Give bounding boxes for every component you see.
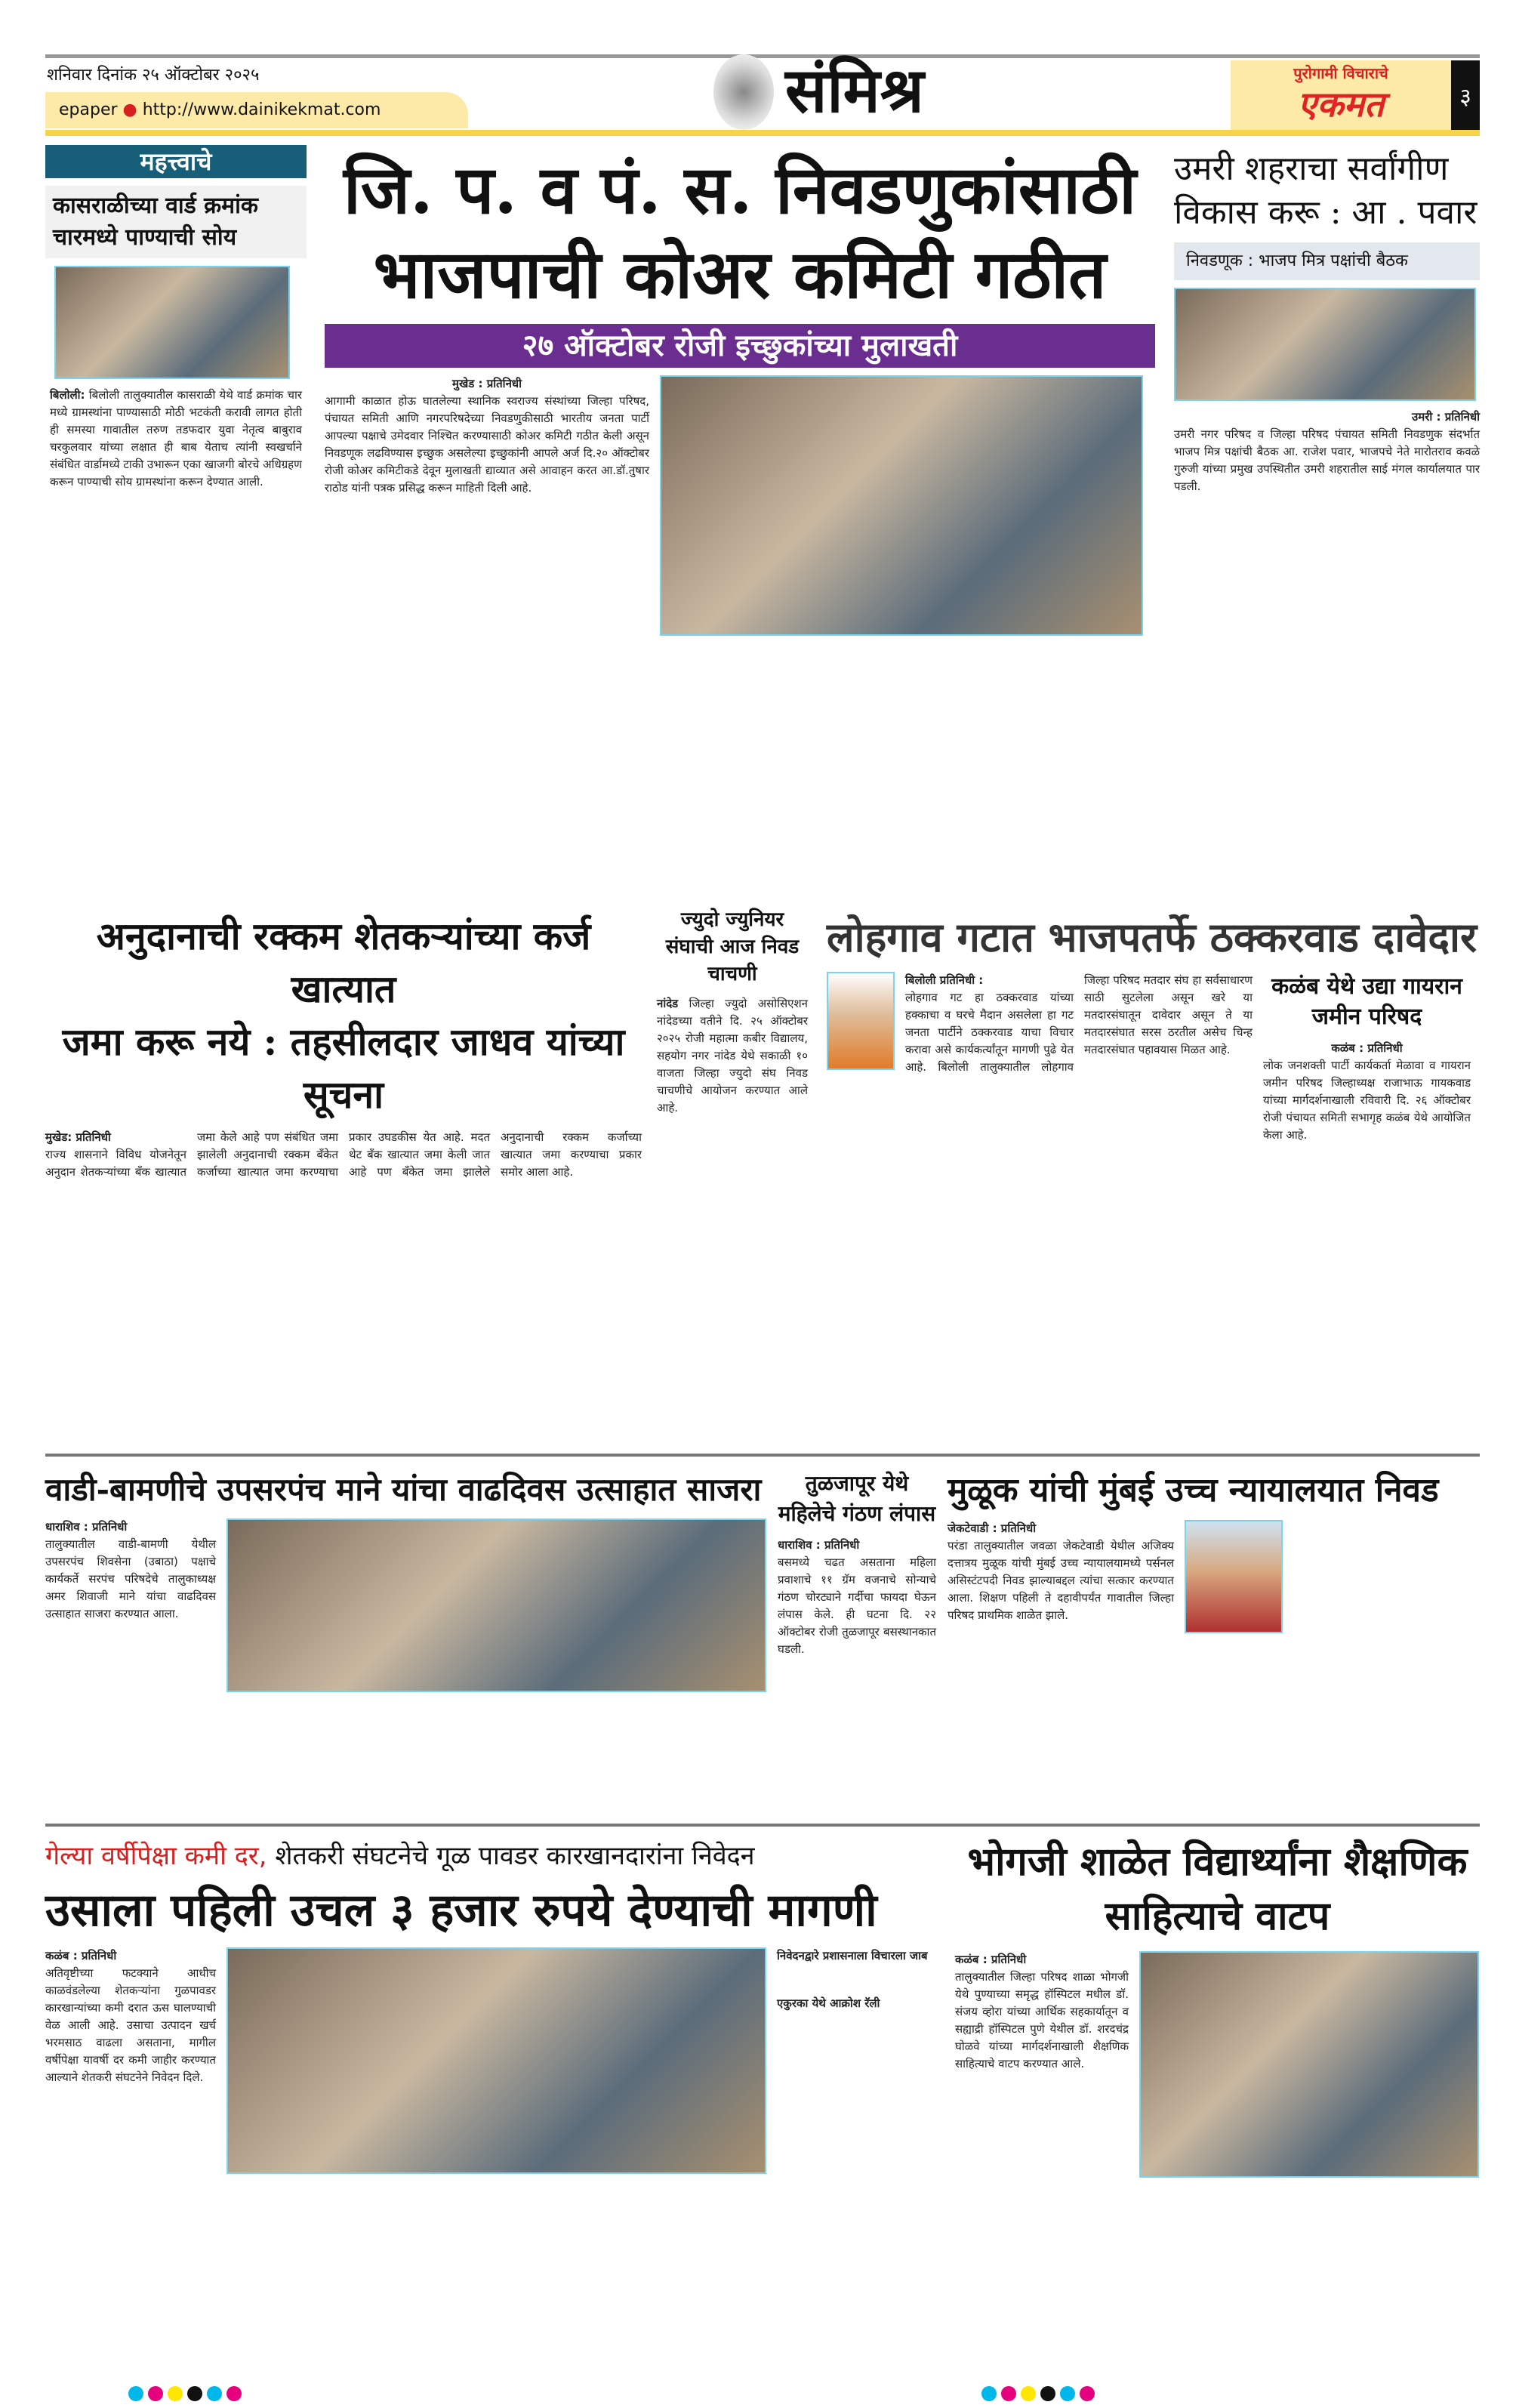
- main-headline-line2: भाजपाची कोअर कमिटी गठीत: [373, 235, 1107, 313]
- usala-kicker: [45, 1839, 940, 1873]
- judo-story: [657, 906, 808, 1117]
- anudan-headline: [45, 910, 642, 1121]
- section-divider: [45, 1454, 1480, 1457]
- main-headline: [317, 147, 1163, 316]
- byline: मुखेड : प्रतिनिधी: [452, 377, 522, 390]
- kicker-text: शेतकरी संघटनेचे गूळ पावडर कारखानदारांना निवेदन: [275, 1841, 755, 1871]
- right-photo: [1174, 288, 1476, 401]
- byline: धाराशिव : प्रतिनिधी: [778, 1538, 860, 1552]
- kalamb-article: [1263, 1040, 1471, 1144]
- wadi-photo: [226, 1518, 766, 1692]
- issue-date: शनिवार दिनांक २५ ऑक्टोबर २०२५: [47, 66, 260, 85]
- top-rule: [45, 54, 1480, 58]
- judo-article: [657, 995, 808, 1117]
- lohgaon-headline: लोहगाव गटात भाजपतर्फे ठक्करवाड दावेदार: [827, 913, 1477, 961]
- left-article: [45, 387, 307, 491]
- masthead-tagline: पुरोगामी विचाराचे: [1293, 64, 1388, 82]
- main-banner: २७ ऑक्टोबर रोजी इच्छुकांच्या मुलाखती: [325, 324, 1155, 368]
- lohgaon-article: [905, 972, 1253, 1076]
- anudan-story: [45, 910, 642, 1181]
- wadi-headline: वाडी-बामणीचे उपसरपंच माने यांचा वाढदिवस उत्साहात साजरा: [45, 1471, 762, 1508]
- article-text: अतिवृष्टीच्या फटक्याने आधीच काळवंडलेल्या शेतकऱ्यांना गुळपावडर कारखान्यांच्या कमी दरात ऊस घालण्याची वेळ आली आहे. उसाचा उत्पादन खर्च भरमसाठ वाढला असताना, मागील वर्षीपेक्षा यावर्षी दर कमी जाहीर करण्यात आल्याने शेतकरी संघटनेने निवेदन दिले.: [45, 1966, 216, 2084]
- article-text: परंडा तालुक्यातील जवळा जेकटेवाडी येथील अजिक्य दत्तात्रय मुळूक यांची मुंबई उच्च न्यायालयामध्ये पर्सनल असिस्टंटपदी निवड झाल्याबद्दल त्यांचा सत्कार करण्यात आला. शिक्षण पहिली ते दहावीपर्यंत गावातील जिल्हा परिषद प्राथमिक शाळेत झाले.: [948, 1539, 1174, 1622]
- usala-sidebar: [777, 1947, 928, 2012]
- location-pin-icon: ●: [122, 100, 137, 119]
- article-text: तालुक्यातील वाडी-बामणी येथील उपसरपंच शिवसेना (उबाठा) पक्षाचे कार्यकर्ते सरपंच परिषदेचे तालुकाध्यक्ष अमर शिवाजी माने यांचा वाढदिवस उत्साहात साजरा करण्यात आला.: [45, 1537, 216, 1620]
- tuljapur-headline: तुळजापूर येथे महिलेचे गंठण लंपास: [778, 1471, 936, 1526]
- right-column: [1174, 147, 1480, 495]
- byline: बिलोली प्रतिनिधी :: [905, 973, 984, 987]
- mulak-article: [948, 1520, 1174, 1624]
- byline: जेकटेवाडी : प्रतिनिधी: [948, 1522, 1037, 1535]
- left-column: [45, 145, 307, 491]
- byline: नांदेड: [657, 997, 679, 1010]
- usala-photo: [226, 1947, 766, 2174]
- epaper-label: epaper: [59, 100, 118, 119]
- bhogaji-story: [955, 1835, 1480, 2178]
- kalamb-story: [1263, 972, 1471, 1144]
- portrait-photo: [827, 972, 895, 1070]
- registration-dots-right: [981, 2386, 1095, 2401]
- mulak-story: [948, 1469, 1480, 1633]
- judo-headline: ज्युदो ज्युनियर संघाची आज निवड चाचणी: [665, 908, 800, 985]
- usala-article: [45, 1947, 216, 2086]
- mulak-headline: मुळूक यांची मुंबई उच्च न्यायालयात निवड: [948, 1471, 1439, 1509]
- sub-label-2: एकुरका येथे आक्रोश रॅली: [777, 1996, 880, 2010]
- usala-story: [45, 1839, 940, 2174]
- article-text: तालुक्यातील जिल्हा परिषद शाळा भोगजी येथे पुण्याच्या समृद्ध हॉस्पिटल मधील डॉ. संजय व्होरा यांच्या आर्थिक सहकार्यातून व सह्याद्री हॉस्पिटल पुणे येथील डॉ. शरदचंद्र घोळवे यांच्या मार्गदर्शनाखाली शैक्षणिक साहित्याचे वाटप करण्यात आले.: [955, 1970, 1129, 2070]
- lohgaon-story: [827, 910, 1480, 1144]
- wadi-article: [45, 1518, 216, 1623]
- byline: मुखेड: प्रतिनिधी: [45, 1130, 111, 1144]
- byline: कळंब : प्रतिनिधी: [1331, 1041, 1403, 1055]
- wadi-story: [45, 1469, 766, 1692]
- article-text: लोहगाव गट हा ठक्करवाड यांच्या हक्काचा व घरचे मैदान असलेला हा गट जनता पार्टीने ठक्करवाड याचा विचार करावा असे कार्यकर्त्यांतून मागणी पुढे येत आहे. बिलोली तालुक्यातील लोहगाव जिल्हा परिषद मतदार संघ हा सर्वसाधारण साठी सुटलेला असून खरे या मतदारसंघातून दावेदार असून ते या मतदारसंघात सरस ठरतील असेच चिन्ह मतदारसंघात पहावयास मिळत आहे.: [905, 973, 1253, 1074]
- tuljapur-story: [778, 1469, 936, 1658]
- section-label: महत्त्वाचे: [45, 145, 307, 178]
- byline: बिलोली:: [50, 388, 85, 402]
- section-title: संमिश्र: [785, 54, 924, 127]
- article-text: जिल्हा ज्युदो असोसिएशन नांदेडच्या वतीने दि. २५ ऑक्टोबर २०२५ रोजी महात्मा कबीर विद्यालय, सहयोग नगर नांदेड येथे सकाळी १० वाजता जिल्हा ज्युदो संघ निवड चाचणीचे आयोजन करण्यात आले आहे.: [657, 997, 808, 1115]
- main-photo: [660, 375, 1143, 636]
- anudan-article: [45, 1129, 642, 1181]
- epaper-url: http://www.dainikekmat.com: [142, 100, 381, 119]
- article-text: उमरी नगर परिषद व जिल्हा परिषद पंचायत समिती निवडणुक संदर्भात भाजप मित्र पक्षांची बैठक आ. राजेश पवार, भाजपचे नेते मारोतराव कवळे गुरुजी यांच्या प्रमुख उपस्थितीत उमरी शहरातील साई मंगल कार्यालयात पार पडली.: [1174, 427, 1480, 493]
- section-globe-icon: [713, 54, 774, 130]
- bhogaji-article: [955, 1951, 1129, 2073]
- right-article: [1174, 409, 1480, 495]
- main-headline-line1: जि. प. व पं. स. निवडणुकांसाठी: [343, 150, 1137, 229]
- byline: उमरी : प्रतिनिधी: [1412, 410, 1480, 424]
- article-text: लोक जनशक्ती पार्टी कार्यकर्ता मेळावा व गायरान जमीन परिषद जिल्हाध्यक्ष राजाभाऊ गायकवाड यांच्या मार्गदर्शनाखाली रविवारी दि. २६ ऑक्टोबर रोजी पंचायत समिती सभागृह कळंब येथे आयोजित केला आहे.: [1263, 1059, 1471, 1142]
- masthead: [1231, 60, 1451, 130]
- epaper-link[interactable]: [45, 92, 468, 128]
- main-article: [325, 375, 649, 497]
- right-headline: उमरी शहराचा सर्वांगीण विकास करू : आ . पवार: [1174, 150, 1477, 232]
- section-divider: [45, 1824, 1480, 1827]
- byline: धाराशिव : प्रतिनिधी: [45, 1520, 128, 1534]
- left-headline: कासराळीच्या वार्ड क्रमांक चारमध्ये पाण्याची सोय: [45, 186, 307, 258]
- headline-line2: जमा करू नये : तहसीलदार जाधव यांच्या सूचना: [62, 1019, 625, 1117]
- masthead-name: एकमत: [1297, 84, 1385, 125]
- byline: कळंब : प्रतिनिधी: [45, 1949, 117, 1962]
- kicker-red: गेल्या वर्षीपेक्षा कमी दर,: [45, 1841, 267, 1871]
- kalamb-headline: कळंब येथे उद्या गायरान जमीन परिषद: [1271, 973, 1462, 1030]
- article-text: बिलोली तालुक्यातील कासराळी येथे वार्ड क्रमांक चार मध्ये ग्रामस्थांना पाण्यासाठी मोठी भटकंती करावी लागत होती ही समस्या गावातील तरुण तडफदार युवा नेतृत्व बाबुराव चरकुलवार यांच्या लक्षात ही बाब येताच त्यांनी स्वखर्चाने संबंधित वार्डामध्ये टाकी उभारून एका खाजगी बोरचे अधिग्रहण करून पाण्याची सोय ग्रामस्थांना करून देण्यात आली.: [50, 388, 302, 489]
- main-story: [317, 147, 1163, 636]
- page-number: ३: [1451, 60, 1480, 130]
- registration-dots-left: [128, 2386, 242, 2401]
- tuljapur-article: [778, 1537, 936, 1658]
- right-subhead: निवडणूक : भाजप मित्र पक्षांची बैठक: [1174, 242, 1480, 280]
- sub-label: निवेदनद्वारे प्रशासनाला विचारला जाब: [777, 1949, 928, 1962]
- usala-headline: उसाला पहिली उचल ३ हजार रुपये देण्याची मागणी: [45, 1884, 877, 1937]
- header-rule: [45, 130, 1480, 136]
- headline-line1: अनुदानाची रक्कम शेतकऱ्यांच्या कर्ज खात्यात: [96, 914, 591, 1011]
- byline: कळंब : प्रतिनिधी: [955, 1953, 1027, 1966]
- article-text: बसमध्ये चढत असताना महिला प्रवाशाचे ११ ग्रॅम वजनाचे सोन्याचे गंठण चोरट्याने गर्दीचा फायदा घेऊन लंपास केले. ही घटना दि. २२ ऑक्टोबर रोजी तुळजापूर बसस्थानकात घडली.: [778, 1555, 936, 1656]
- bhogaji-photo: [1139, 1951, 1479, 2178]
- left-photo: [54, 266, 290, 379]
- mulak-portrait: [1185, 1520, 1283, 1633]
- article-text: आगामी काळात होऊ घातलेल्या स्थानिक स्वराज्य संस्थांच्या जिल्हा परिषद, पंचायत समिती आणि नगरपरिषदेच्या निवडणुकीसाठी भारतीय जनता पार्टी आपल्या पक्षाचे उमेदवार निश्चित करण्यासाठी कोअर कमिटी गठीत केली असून निवडणूक लढविण्यास इच्छुक असलेल्या इच्छुकांनी आपले अर्ज दि.२० ऑक्टोबर रोजी कोअर कमिटीकडे देवून मुलाखती द्याव्यात असे आवाहन करत आ.डॉ.तुषार राठोड यांनी पत्रक प्रसिद्ध करून माहिती दिली आहे.: [325, 394, 649, 495]
- article-text: राज्य शासनाने विविध योजनेतून अनुदान शेतकऱ्यांच्या बँक खात्यात जमा केले आहे पण संबंधित जमा झालेली अनुदानाची रक्कम बँकेत कर्जाच्या खात्यात जमा करण्याचा प्रकार उघडकीस येत आहे. मदत थेट बँक खात्यात जमा केली जात आहे पण बँकेत जमा झालेले अनुदानाची रक्कम कर्जाच्या खात्यात जमा करण्याचा प्रकार समोर आला आहे.: [45, 1130, 642, 1179]
- bhogaji-headline: भोगजी शाळेत विद्यार्थ्यांना शैक्षणिक साहित्याचे वाटप: [967, 1839, 1468, 1939]
